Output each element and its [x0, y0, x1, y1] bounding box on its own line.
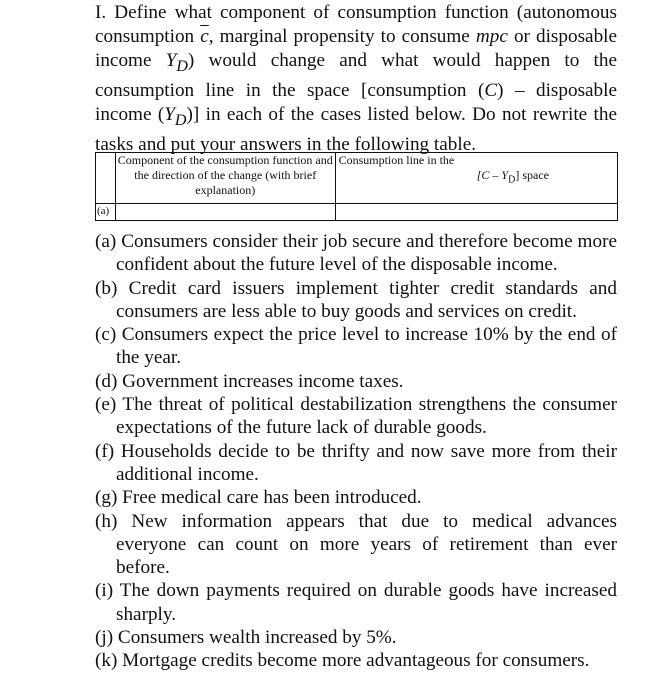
- header-col2-subscript: D: [508, 174, 516, 186]
- row-label-cell: (a): [96, 204, 116, 221]
- header-index-cell: [96, 153, 116, 204]
- table-header-row: [96, 153, 618, 204]
- yd1-letter: Y: [165, 50, 177, 71]
- list-item: (c) Consumers expect the price level to increase 10% by the end of the year.: [95, 324, 617, 369]
- list-item: (e) The threat of political destabilization strengthens the consumer expectations of the future lack of durable goods.: [95, 394, 617, 439]
- yd2-subscript: D: [174, 111, 187, 129]
- header-consumption-line-text: [336, 153, 617, 187]
- list-item: (i) The down payments required on durable goods have increased sharply.: [95, 580, 617, 625]
- list-item: (j) Consumers wealth increased by 5%.: [95, 627, 397, 649]
- list-item: (d) Government increases income taxes.: [95, 370, 404, 392]
- answer-component-cell[interactable]: [115, 204, 335, 221]
- answer-consumption-line-cell[interactable]: [335, 204, 617, 221]
- list-item: (k) Mortgage credits become more advantageous for consumers.: [95, 650, 590, 672]
- intro-text-5: ) – disposable income (: [95, 79, 617, 125]
- list-item: (a) Consumers consider their job secure and therefore become more confident about the future level of the disposable income.: [95, 231, 617, 276]
- table-row: [96, 204, 618, 221]
- header-consumption-line-cell: [335, 153, 617, 204]
- list-item: (h) New information appears that due to medical advances everyone can count on more years of retirement than ever before.: [95, 510, 617, 579]
- list-item: (g) Free medical care has been introduced.: [95, 487, 422, 509]
- mpc-symbol: mpc: [475, 26, 508, 47]
- autonomous-consumption-symbol: $\overline{c}$: [200, 26, 209, 47]
- answer-table: [95, 152, 618, 221]
- yd1-subscript: D: [176, 57, 188, 75]
- list-item: (b) Credit card issuers implement tighter credit standards and consumers are less able to buy goods and services on credit.: [95, 277, 617, 322]
- intro-text-2: , marginal propensity to consume: [208, 26, 476, 47]
- yd2-letter: Y: [164, 103, 175, 125]
- header-col2-line1: Consumption line in the: [338, 153, 455, 167]
- task-instructions: [95, 1, 617, 157]
- header-col2-space-end: ] space: [515, 168, 549, 182]
- header-component-cell: Component of the consumption function and the direction of the change (with brief explanation): [115, 153, 335, 204]
- list-item: (f) Households decide to be thrifty and now save more from their additional income.: [95, 440, 617, 485]
- header-col2-line2: [339, 168, 617, 187]
- intro-text-1: I. Define what component of consumption function (autonomous consumption: [95, 2, 617, 47]
- consumption-symbol: C: [484, 79, 498, 101]
- header-col2-space-start: [C – Y: [476, 168, 509, 182]
- intro-text-6: )] in each of the cases listed below. Do not rewrite the tasks and put your answers in the following table.: [95, 103, 617, 155]
- disposable-income-symbol-2: [164, 103, 187, 129]
- intro-text-3: or disposable income: [95, 26, 618, 71]
- intro-text-4: ) would change and what would happen to the consumption line in the space [consumption (: [95, 50, 617, 101]
- disposable-income-symbol: [165, 50, 188, 75]
- case-list: [95, 230, 617, 673]
